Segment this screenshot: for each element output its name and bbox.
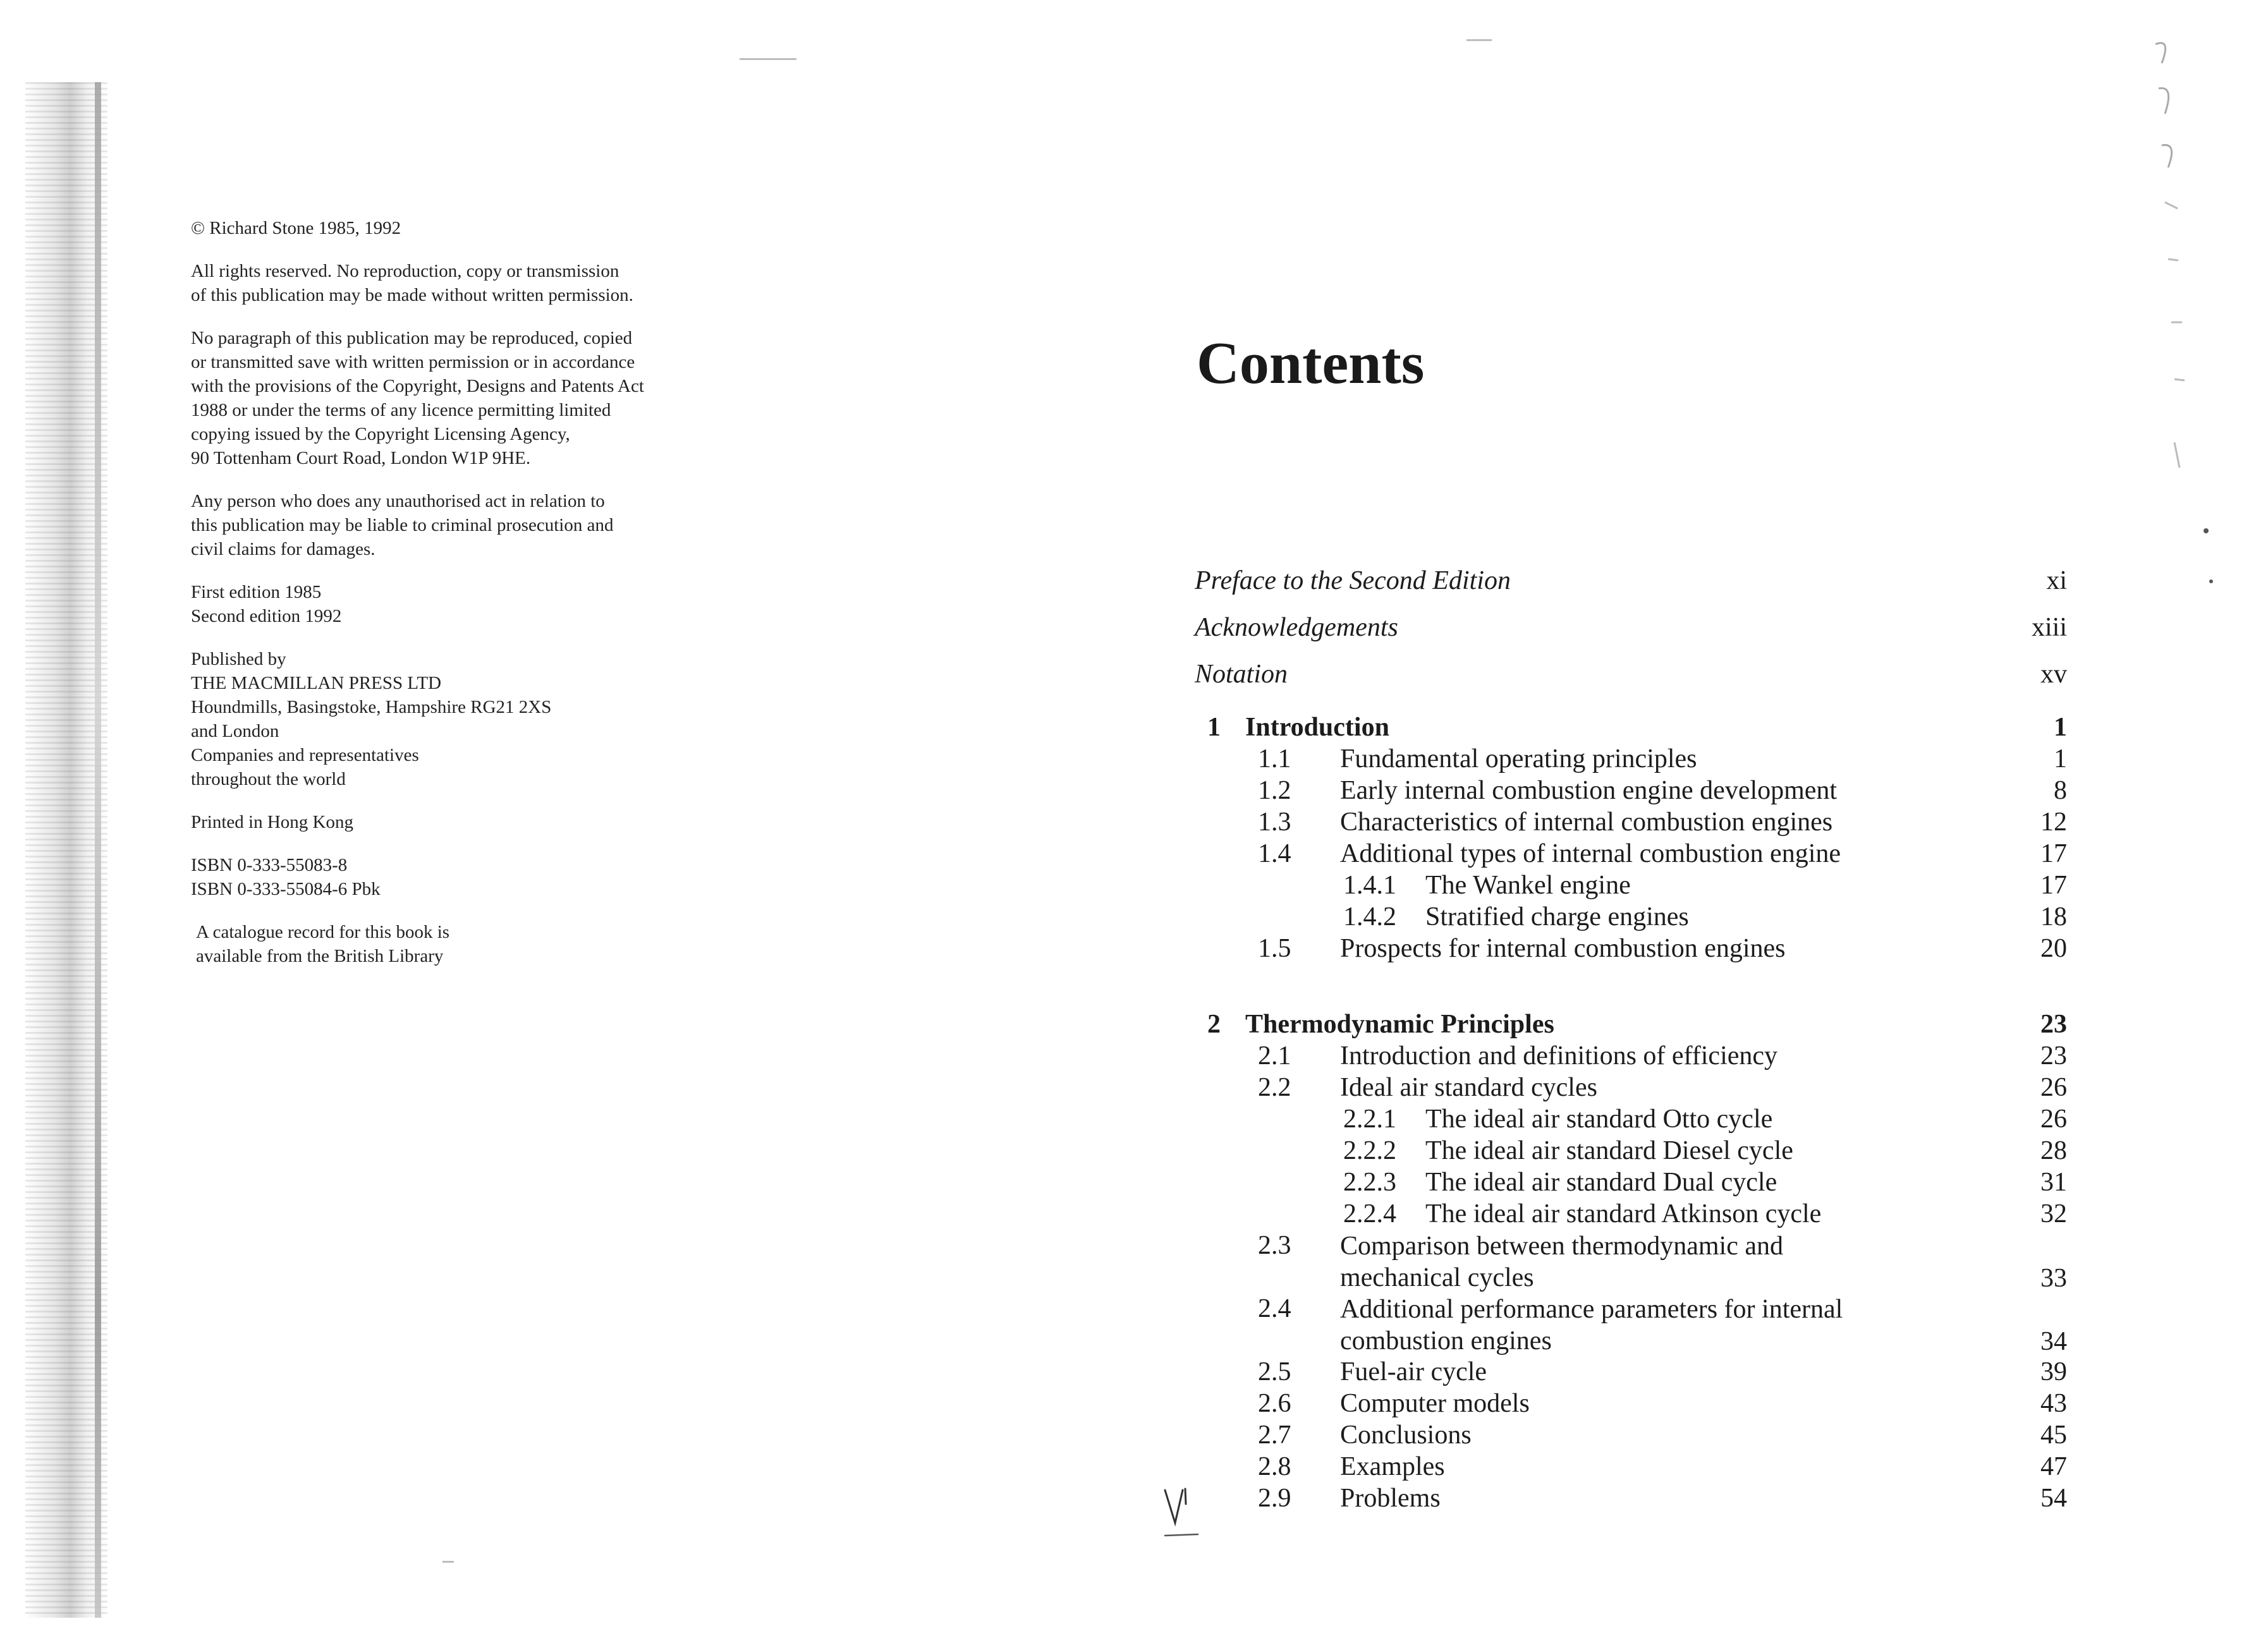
- isbn-block: ISBN 0-333-55083-8 ISBN 0-333-55084-6 Pbk: [191, 855, 381, 899]
- toc-entry-title: The ideal air standard Atkinson cycle: [1425, 1199, 1822, 1228]
- toc-section-entry: [1195, 1420, 2067, 1452]
- toc-entry-page: xv: [2040, 660, 2067, 689]
- toc-section-entry: [1195, 1483, 2067, 1515]
- rights-statement: All rights reserved. No reproduction, copy or transmission of this publication may be made without written permission.: [191, 261, 633, 305]
- handwritten-mark-icon: [1160, 1485, 1204, 1542]
- toc-entry-title: Preface to the Second Edition: [1195, 566, 1511, 595]
- publisher-block: Published by THE MACMILLAN PRESS LTD Houndmills, Basingstoke, Hampshire RG21 2XS and London Companies and representatives throughout the world: [191, 649, 552, 789]
- toc-entry-title: Problems: [1340, 1484, 1441, 1513]
- toc-entry-title: Fundamental operating principles: [1340, 744, 1697, 773]
- toc-entry-page: 54: [2040, 1484, 2067, 1513]
- toc-entry-page: 17: [2040, 839, 2067, 868]
- toc-entry-title: Comparison between thermodynamic and mechanical cycles: [1340, 1232, 1783, 1292]
- toc-entry-number: 1.1: [1258, 744, 1291, 773]
- toc-entry-number: 1.4: [1258, 839, 1291, 868]
- toc-section-entry: [1195, 744, 2067, 775]
- scan-artifact: [1466, 39, 1492, 41]
- contents-heading: Contents: [1197, 330, 1425, 396]
- toc-entry-title: Acknowledgements: [1195, 613, 1398, 642]
- toc-subsection-entry: [1195, 1167, 2067, 1199]
- toc-entry-page: 31: [2040, 1168, 2067, 1197]
- toc-entry-page: 23: [2040, 1010, 2067, 1039]
- toc-entry-page: 12: [2040, 808, 2067, 837]
- page-edge: [95, 82, 101, 1618]
- toc-entry-title: Computer models: [1340, 1389, 1530, 1418]
- toc-entry-page: xiii: [2031, 613, 2067, 642]
- toc-entry-page: 32: [2040, 1199, 2067, 1228]
- toc-entry-page: 17: [2040, 871, 2067, 900]
- toc-section-entry: [1195, 1357, 2067, 1388]
- toc-entry-number: 2.9: [1258, 1484, 1291, 1513]
- toc-entry-number: 2.6: [1258, 1389, 1291, 1418]
- toc-subsection-entry: [1195, 902, 2067, 933]
- toc-prelim-entry: [1195, 659, 2067, 691]
- toc-entry-page: 8: [2054, 776, 2067, 805]
- toc-entry-title: The ideal air standard Otto cycle: [1425, 1105, 1773, 1134]
- toc-entry-page: 43: [2040, 1389, 2067, 1418]
- toc-section-entry: [1195, 1294, 2067, 1357]
- toc-entry-page: 47: [2040, 1452, 2067, 1481]
- toc-entry-title: Ideal air standard cycles: [1340, 1073, 1597, 1102]
- toc-entry-number: 2.5: [1258, 1357, 1291, 1386]
- toc-entry-title: Prospects for internal combustion engines: [1340, 934, 1786, 963]
- toc-section-entry: [1195, 1230, 2067, 1294]
- toc-section-entry: [1195, 1041, 2067, 1072]
- toc-entry-page: 23: [2040, 1041, 2067, 1070]
- toc-entry-number: 2.2.4: [1343, 1199, 1396, 1228]
- toc-chapter: [1195, 1009, 2067, 1515]
- toc-entry-number: 2.2.1: [1343, 1105, 1396, 1134]
- toc-chapter-entry: [1195, 1009, 2067, 1041]
- toc-entry-title: The ideal air standard Dual cycle: [1425, 1168, 1777, 1197]
- toc-entry-title: Examples: [1340, 1452, 1445, 1481]
- toc-entry-title: Introduction and definitions of efficiency: [1340, 1041, 1778, 1070]
- toc-entry-number: 2.2: [1258, 1073, 1291, 1102]
- toc-entry-page: 1: [2054, 744, 2067, 773]
- toc-section-entry: [1195, 775, 2067, 807]
- toc-entry-page: 33: [2040, 1264, 2067, 1293]
- scan-artifact: [442, 1561, 454, 1563]
- edition-history: First edition 1985 Second edition 1992: [191, 582, 342, 626]
- toc-entry-number: 2.4: [1258, 1294, 1291, 1323]
- toc-chapter: [1195, 712, 2067, 965]
- toc-entry-title: Early internal combustion engine development: [1340, 776, 1838, 805]
- toc-entry-title: The Wankel engine: [1425, 871, 1631, 900]
- catalogue-record: A catalogue record for this book is available from the British Library: [196, 922, 450, 966]
- toc-entry-page: 39: [2040, 1357, 2067, 1386]
- toc-section-entry: [1195, 1452, 2067, 1483]
- toc-entry-page: 26: [2040, 1073, 2067, 1102]
- toc-section-entry: [1195, 839, 2067, 870]
- toc-entry-number: 1.5: [1258, 934, 1291, 963]
- toc-entry-title: Conclusions: [1340, 1421, 1472, 1450]
- toc-section-entry: [1195, 933, 2067, 965]
- toc-entry-number: 1.4.2: [1343, 902, 1396, 931]
- toc-entry-page: 1: [2054, 713, 2067, 742]
- liability-notice: Any person who does any unauthorised act in relation to this publication may be liable to criminal prosecution and civil claims for damages.: [191, 491, 614, 559]
- toc-entry-page: 34: [2040, 1327, 2067, 1356]
- toc-entry-page: 28: [2040, 1136, 2067, 1165]
- toc-chapter-entry: [1195, 712, 2067, 744]
- toc-entry-title: Introduction: [1245, 713, 1389, 742]
- toc-subsection-entry: [1195, 1104, 2067, 1136]
- toc-entry-page: 26: [2040, 1105, 2067, 1134]
- reproduction-paragraph: No paragraph of this publication may be reproduced, copied or transmitted save with written permission or in accordance with the provisions of the Copyright, Designs and Patents Act 1988 or under the terms of any licence permitting limited copying issued by the Copyright Licensing Agency, 90 Tottenham Court Road, London W1P 9HE.: [191, 328, 644, 468]
- copyright-notice: © Richard Stone 1985, 1992: [191, 218, 401, 238]
- toc-entry-number: 2.2.3: [1343, 1168, 1396, 1197]
- toc-entry-number: 2.2.2: [1343, 1136, 1396, 1165]
- toc-entry-title: Thermodynamic Principles: [1245, 1010, 1554, 1039]
- imprint-page: [191, 216, 785, 987]
- toc-entry-title: Stratified charge engines: [1425, 902, 1689, 931]
- toc-entry-number: 1.2: [1258, 776, 1291, 805]
- toc-entry-title: Additional types of internal combustion engine: [1340, 839, 1841, 868]
- toc-entry-number: 1: [1207, 713, 1221, 742]
- toc-entry-title: Notation: [1195, 660, 1288, 689]
- toc-entry-number: 1.4.1: [1343, 871, 1396, 900]
- table-of-contents: [1195, 566, 2067, 1515]
- toc-entry-page: 20: [2040, 934, 2067, 963]
- toc-entry-title: Additional performance parameters for internal combustion engines: [1340, 1295, 1843, 1355]
- toc-subsection-entry: [1195, 870, 2067, 902]
- scan-artifact: [740, 58, 796, 60]
- toc-entry-number: 2.7: [1258, 1421, 1291, 1450]
- toc-entry-title: Characteristics of internal combustion engines: [1340, 808, 1833, 837]
- toc-subsection-entry: [1195, 1199, 2067, 1230]
- toc-entry-number: 1.3: [1258, 808, 1291, 837]
- toc-entry-page: xi: [2046, 566, 2067, 595]
- toc-entry-title: Fuel-air cycle: [1340, 1357, 1487, 1386]
- toc-section-entry: [1195, 807, 2067, 839]
- toc-entry-page: 45: [2040, 1421, 2067, 1450]
- scan-margin-artifacts: [2143, 25, 2219, 657]
- toc-prelim-entry: [1195, 566, 2067, 597]
- toc-subsection-entry: [1195, 1136, 2067, 1167]
- toc-section-entry: [1195, 1388, 2067, 1420]
- toc-section-entry: [1195, 1072, 2067, 1104]
- toc-prelim-entry: [1195, 612, 2067, 644]
- toc-entry-page: 18: [2040, 902, 2067, 931]
- toc-entry-number: 2.8: [1258, 1452, 1291, 1481]
- toc-entry-title: The ideal air standard Diesel cycle: [1425, 1136, 1793, 1165]
- toc-entry-number: 2.3: [1258, 1231, 1291, 1260]
- toc-entry-number: 2.1: [1258, 1041, 1291, 1070]
- toc-entry-number: 2: [1207, 1010, 1221, 1039]
- printed-location: Printed in Hong Kong: [191, 812, 353, 832]
